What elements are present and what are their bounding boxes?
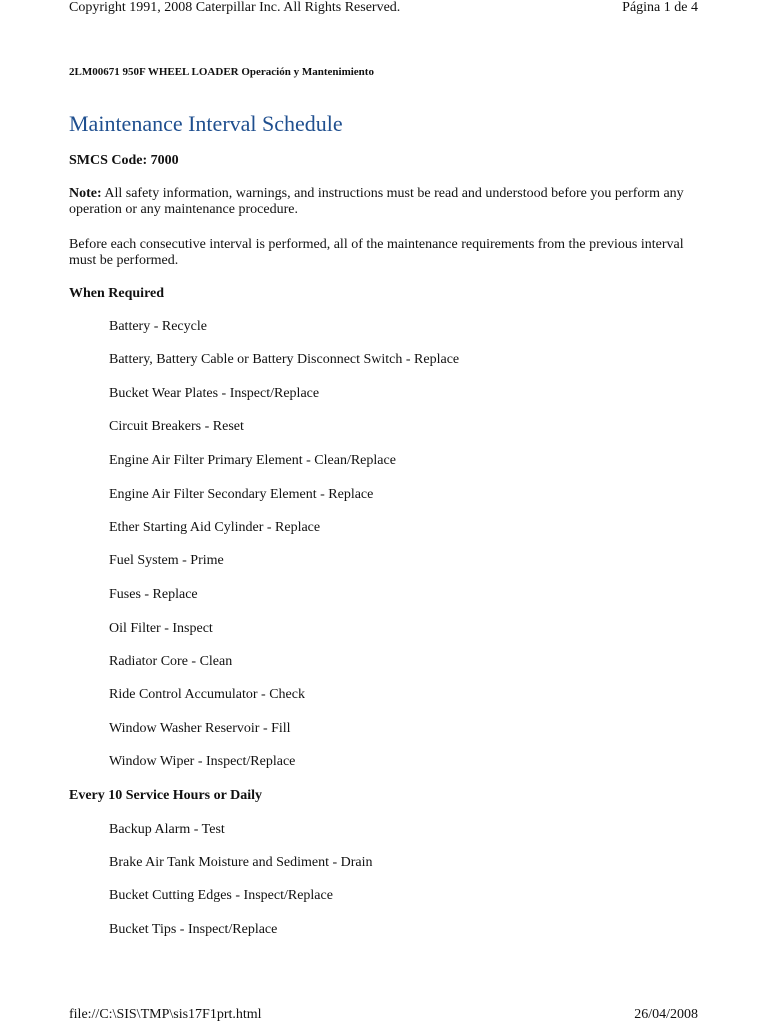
note-label: Note:: [69, 186, 102, 201]
document-reference: 2LM00671 950F WHEEL LOADER Operación y Mantenimiento: [69, 66, 374, 78]
print-date: 26/04/2008: [634, 1007, 698, 1022]
list-item: Bucket Wear Plates - Inspect/Replace: [109, 386, 320, 401]
note-text: All safety information, warnings, and instructions must be read and understood before you perform any operation or any maintenance procedure.: [69, 186, 684, 217]
file-path: file://C:\SIS\TMP\sis17F1prt.html: [69, 1007, 262, 1022]
list-item: Window Washer Reservoir - Fill: [109, 721, 291, 736]
smcs-code: SMCS Code: 7000: [69, 153, 179, 168]
list-item: Backup Alarm - Test: [109, 822, 225, 837]
list-item: Brake Air Tank Moisture and Sediment - Drain: [109, 855, 373, 870]
page-indicator: Página 1 de 4: [622, 0, 698, 15]
interval-instruction: Before each consecutive interval is performed, all of the maintenance requirements from the previous interval must be performed.: [69, 237, 684, 268]
list-item: Fuses - Replace: [109, 587, 198, 602]
list-item: Battery - Recycle: [109, 319, 207, 334]
safety-note: [69, 186, 699, 218]
list-item: Oil Filter - Inspect: [109, 621, 213, 636]
section-heading-when-required: When Required: [69, 286, 165, 301]
list-item: Window Wiper - Inspect/Replace: [109, 754, 296, 769]
list-item: Bucket Cutting Edges - Inspect/Replace: [109, 888, 333, 903]
list-item: Ether Starting Aid Cylinder - Replace: [109, 520, 321, 535]
list-item: Engine Air Filter Primary Element - Clean/Replace: [109, 453, 396, 468]
list-item: Ride Control Accumulator - Check: [109, 687, 305, 702]
list-item: Battery, Battery Cable or Battery Disconnect Switch - Replace: [109, 352, 460, 367]
copyright-notice: Copyright 1991, 2008 Caterpillar Inc. All Rights Reserved.: [69, 0, 401, 15]
list-item: Engine Air Filter Secondary Element - Replace: [109, 487, 374, 502]
page-title: Maintenance Interval Schedule: [69, 111, 343, 136]
list-item: Fuel System - Prime: [109, 553, 224, 568]
list-item: Bucket Tips - Inspect/Replace: [109, 922, 278, 937]
list-item: Radiator Core - Clean: [109, 654, 233, 669]
list-item: Circuit Breakers - Reset: [109, 419, 244, 434]
section-heading-every-10-hours: Every 10 Service Hours or Daily: [69, 788, 262, 803]
